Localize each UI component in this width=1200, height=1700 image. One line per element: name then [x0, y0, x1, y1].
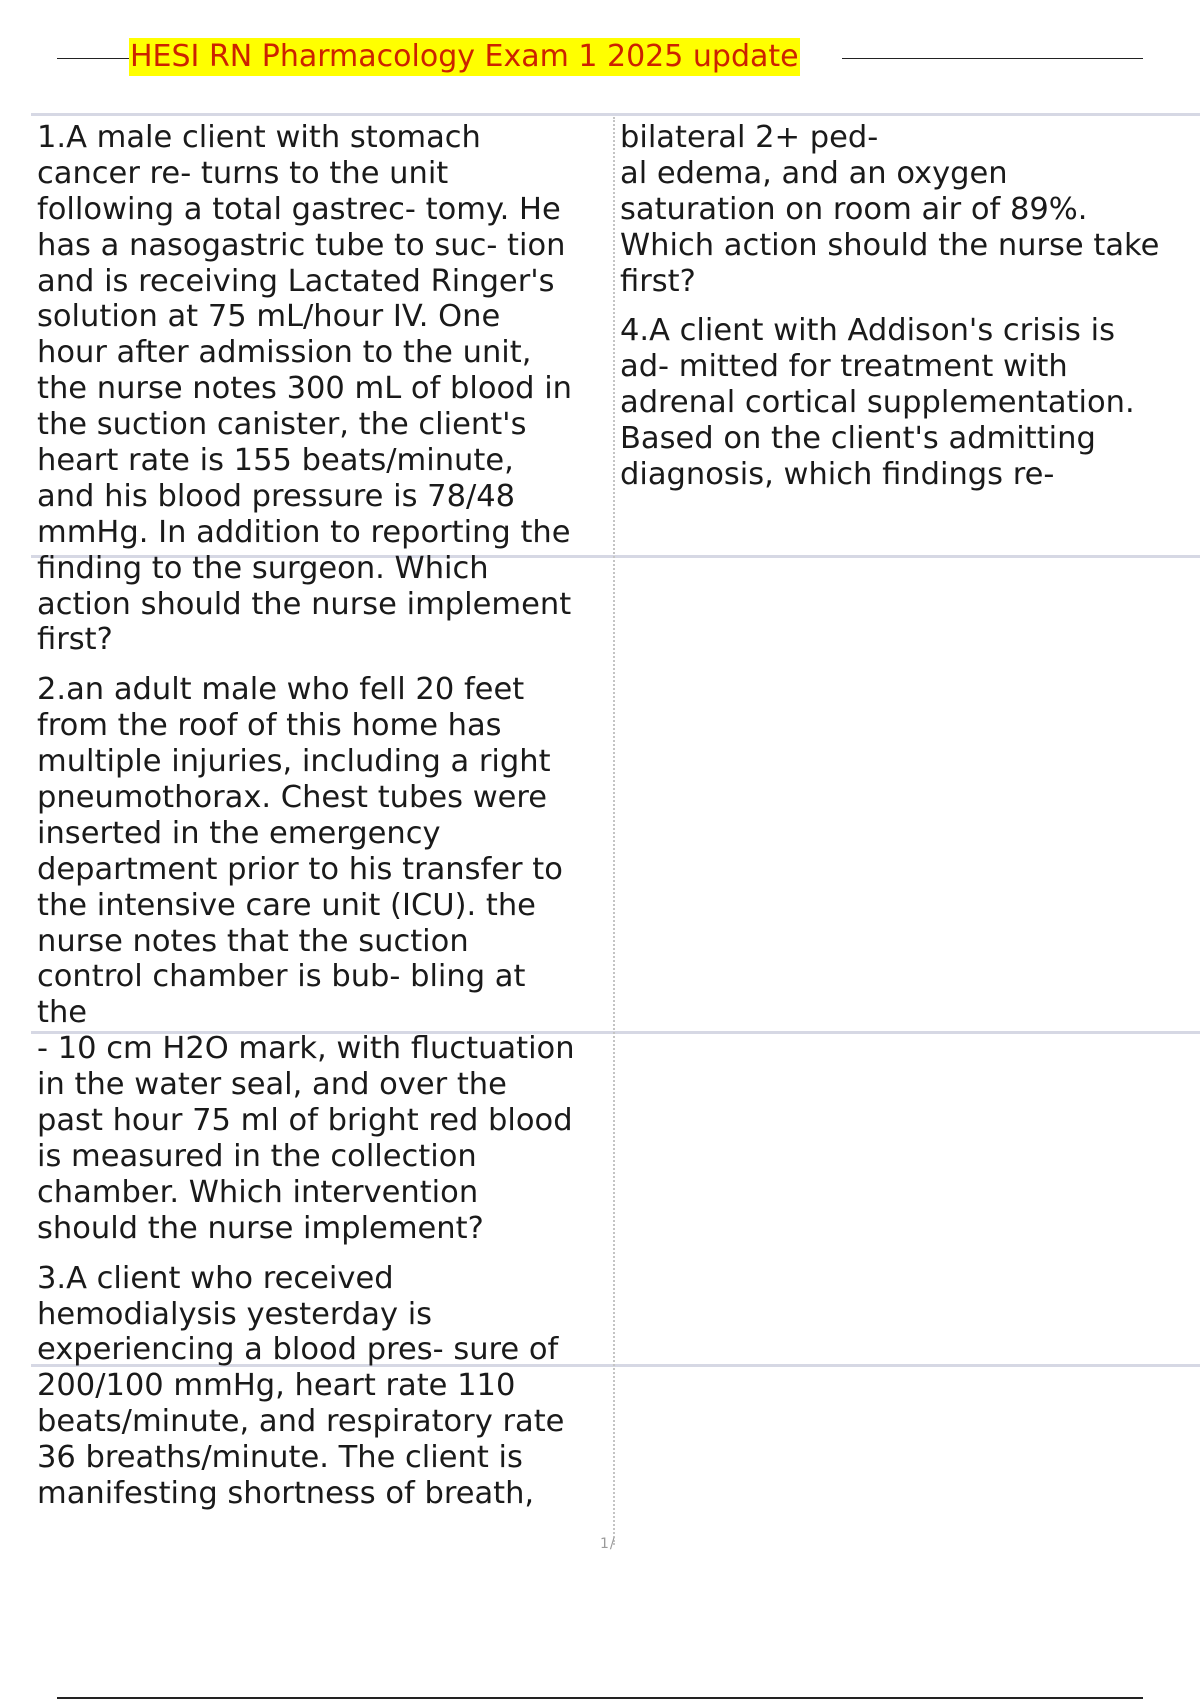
text-line: experiencing a blood pres- sure of [37, 1332, 559, 1368]
text-line: cancer re- turns to the unit [37, 155, 449, 191]
text-line: Which action should the nurse take [620, 227, 1160, 263]
text-line: from the roof of this home has [37, 708, 502, 744]
text-line: has a nasogastric tube to suc- tion [37, 227, 566, 263]
text-line: the suction canister, the client's [37, 407, 527, 443]
text-line: the intensive care unit (ICU). the [37, 887, 536, 923]
text-line: control chamber is bub- bling at [37, 959, 526, 995]
text-line: al edema, and an oxygen [620, 155, 1008, 191]
text-line: first? [620, 263, 696, 299]
text-line: manifesting shortness of breath, [37, 1475, 535, 1511]
text-line: 1.A male client with stomach [37, 120, 481, 155]
text-line: diagnosis, which findings re- [620, 457, 1055, 493]
text-line: and his blood pressure is 78/48 [37, 478, 516, 514]
text-line: finding to the surgeon. Which [37, 550, 489, 586]
text-line: 200/100 mmHg, heart rate 110 [37, 1368, 516, 1404]
text-line: nurse notes that the suction [37, 923, 469, 959]
text-line: Based on the client's admitting [620, 421, 1096, 457]
text-line: first? [37, 622, 113, 658]
text-line: beats/minute, and respiratory rate [37, 1404, 565, 1440]
text-line: multiple injuries, including a right [37, 744, 551, 780]
text-line: and is receiving Lactated Ringer's [37, 263, 555, 299]
question-3 [37, 1261, 617, 1512]
document-header [57, 38, 1143, 78]
text-line: solution at 75 mL/hour IV. One [37, 299, 501, 335]
text-line: saturation on room air of 89%. [620, 191, 1088, 227]
text-line: 3.A client who received [37, 1260, 394, 1296]
text-line: should the nurse implement? [37, 1210, 484, 1246]
text-line: 2.an adult male who fell 20 feet [37, 672, 525, 708]
text-line: 4.A client with Addison's crisis is [620, 313, 1115, 349]
text-line: adrenal cortical supplementation. [620, 385, 1135, 421]
text-line: inserted in the emergency [37, 815, 441, 851]
left-column [37, 120, 617, 1512]
document-title: HESI RN Pharmacology Exam 1 2025 update [130, 39, 799, 74]
text-line: mmHg. In addition to reporting the [37, 514, 571, 550]
footer-rule [57, 1697, 1143, 1699]
text-line: pneumothorax. Chest tubes were [37, 780, 548, 816]
page-number: 1/ [600, 1536, 616, 1552]
text-line: in the water seal, and over the [37, 1067, 507, 1103]
question-1 [37, 120, 617, 658]
text-line: heart rate is 155 beats/minute, [37, 443, 514, 479]
table-rule [31, 113, 1200, 116]
right-column [620, 120, 1200, 493]
text-line: bilateral 2+ ped- [620, 120, 879, 155]
text-line: hour after admission to the unit, [37, 335, 532, 371]
text-line: following a total gastrec- tomy. He [37, 191, 561, 227]
text-line: 36 breaths/minute. The client is [37, 1440, 523, 1476]
question-4 [620, 313, 1200, 492]
text-line: chamber. Which intervention [37, 1174, 479, 1210]
text-line: the nurse notes 300 mL of blood in [37, 371, 573, 407]
text-line: action should the nurse implement [37, 586, 572, 622]
header-rule-right [842, 58, 1143, 59]
header-rule-left [57, 58, 129, 59]
question-3-continued [620, 120, 1200, 299]
question-2 [37, 672, 617, 1246]
text-line: the [37, 995, 88, 1031]
text-line: past hour 75 ml of bright red blood [37, 1103, 573, 1139]
text-line: ad- mitted for treatment with [620, 349, 1068, 385]
text-line: is measured in the collection [37, 1138, 477, 1174]
text-line: hemodialysis yesterday is [37, 1296, 433, 1332]
text-line: - 10 cm H2O mark, with fluctuation [37, 1031, 575, 1067]
text-line: department prior to his transfer to [37, 851, 563, 887]
